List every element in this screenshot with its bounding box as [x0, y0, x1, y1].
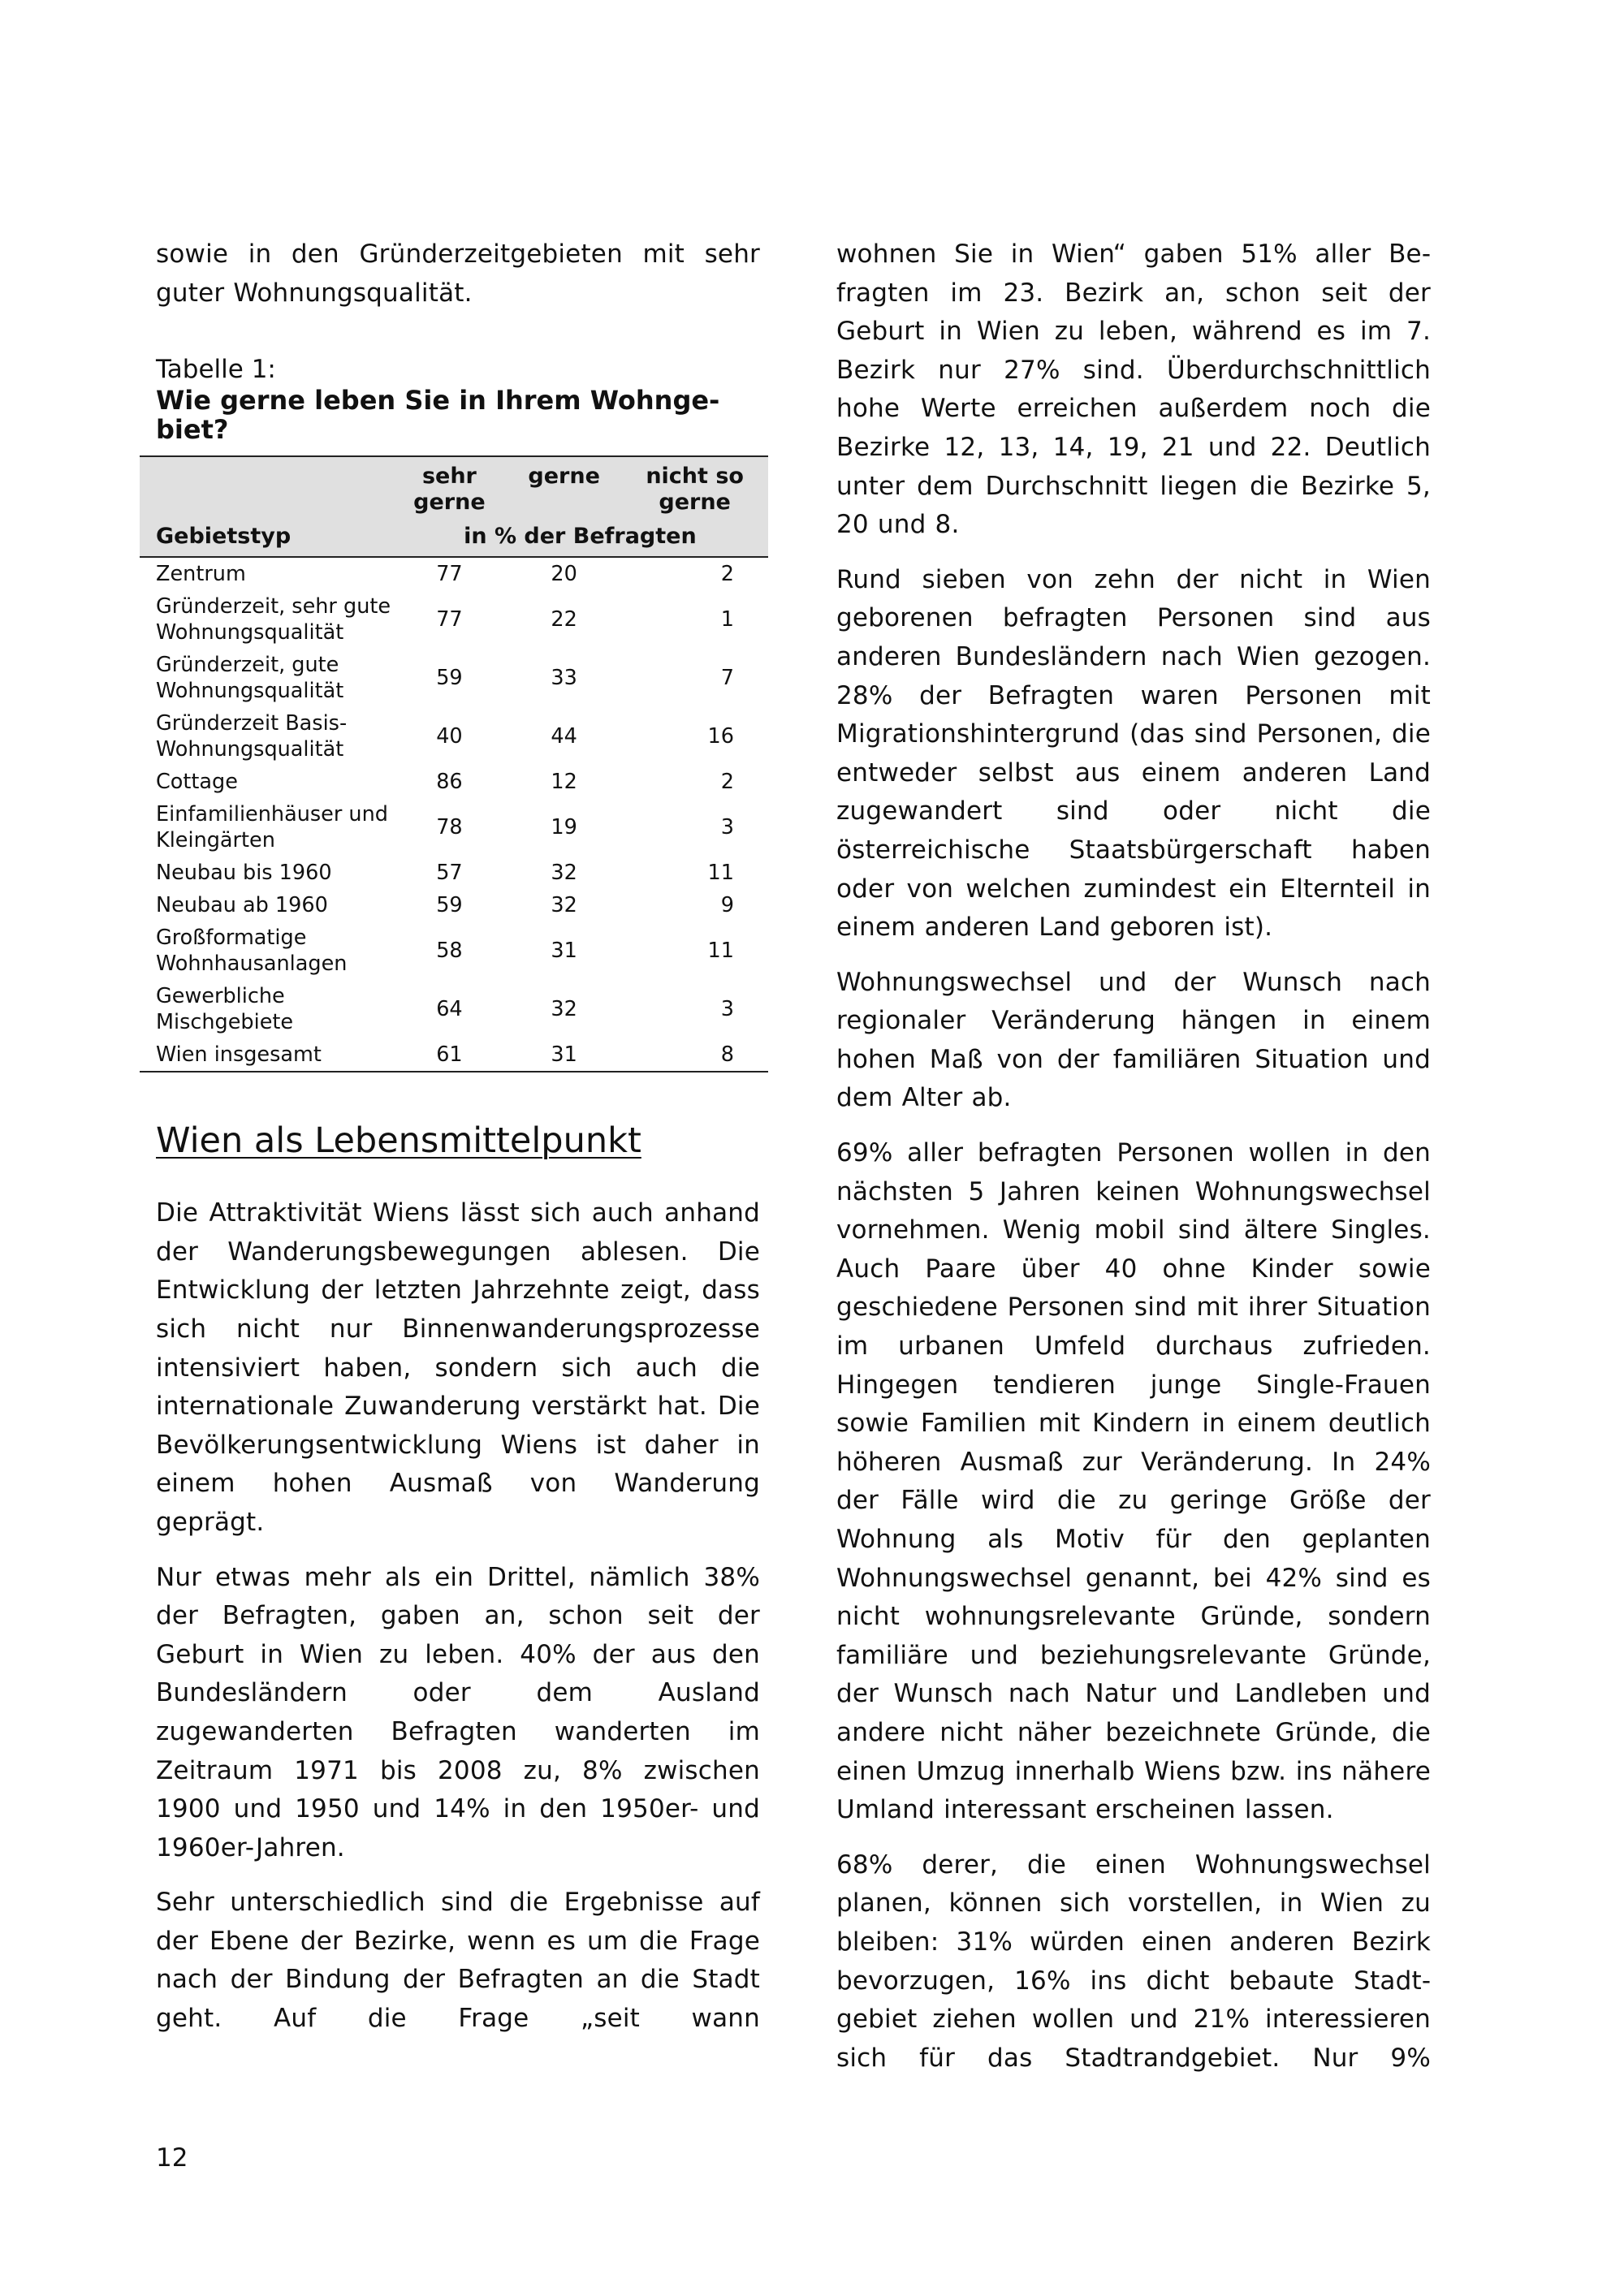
table-body [140, 557, 768, 1072]
table-row [140, 798, 768, 857]
cell-nicht-so-gerne: 2 [720, 770, 734, 795]
cell-nicht-so-gerne: 11 [707, 939, 734, 964]
header-empty-cell [140, 456, 392, 516]
table-caption-title: Wie gerne leben Sie in Ihrem Wohngebiet? [156, 385, 720, 446]
cell-sehr-gerne: 78 [436, 815, 463, 840]
header-gerne: gerne [507, 456, 621, 516]
table-row [140, 766, 768, 798]
table-header-row [140, 456, 768, 516]
cell-nicht-so-gerne: 11 [707, 861, 734, 886]
header-gebietstyp: Gebietstyp [140, 516, 392, 557]
cell-nicht-so-gerne: 16 [707, 724, 734, 749]
cell-gerne: 19 [551, 815, 577, 840]
cell-type: Einfamilienhäuser und Kleingärten [156, 802, 388, 853]
table-row [140, 590, 768, 649]
cell-sehr-gerne: 77 [436, 607, 463, 632]
cell-gerne: 31 [507, 1038, 621, 1072]
right-column [836, 235, 1431, 2094]
cell-gerne: 32 [551, 861, 577, 886]
intro-paragraph: sowie in den Gründerzeitgebieten mit sehr guter Wohnungsqualität. [156, 240, 760, 308]
body-paragraph: wohnen Sie in Wien“ gaben 51% aller Befragten im 23. Bezirk an, schon seit der Geburt in Wien zu leben, während es im 7. Bezirk nur 27% sind. Überdurchschnittlich hohe Werte erreichen außerdem noch die Bezirke 12, 13, 14, 19, 21 und 22. Deutlich unter dem Durchschnitt liegen die Bezirke 5, 20 und 8. [836, 240, 1431, 540]
cell-gerne: 32 [551, 997, 577, 1022]
body-paragraph: Wohnungswechsel und der Wunsch nach regionaler Veränderung hängen in einem hohen Maß von der familiären Situation und dem Alter ab. [836, 967, 1431, 1113]
cell-type: Wien insgesamt [140, 1038, 392, 1072]
cell-sehr-gerne: 59 [436, 666, 463, 691]
cell-gerne: 20 [551, 562, 577, 587]
table-subheader-row [140, 516, 768, 557]
table-row [140, 980, 768, 1038]
cell-type: Zentrum [156, 562, 246, 587]
cell-type: Gründerzeit Basis-Wohnungsqualität [156, 711, 348, 762]
body-paragraph: Rund sieben von zehn der nicht in Wien geborenen befragten Personen sind aus anderen Bundesländern nach Wien gezogen. 28% der Befragten waren Personen mit Migrationshintergrund (das sind Personen, die entweder selbst aus einem anderen Land zugewandert sind oder nicht die österreichische Staatsbürgerschaft haben oder von welchen zumindest ein Elternteil in einem anderen Land geboren ist). [836, 564, 1431, 943]
table-row [140, 707, 768, 766]
cell-gerne: 31 [551, 939, 577, 964]
cell-gerne: 33 [551, 666, 577, 691]
cell-nicht-so-gerne: 1 [720, 607, 734, 632]
table-row [140, 557, 768, 590]
table-caption-label: Tabelle 1: [156, 355, 276, 385]
cell-nicht-so-gerne: 2 [720, 562, 734, 587]
cell-sehr-gerne: 77 [436, 562, 463, 587]
cell-type: Cottage [156, 770, 238, 795]
cell-type: Gewerbliche Mischgebiete [156, 984, 294, 1035]
cell-nicht-so-gerne: 8 [621, 1038, 768, 1072]
table-row [140, 889, 768, 921]
body-paragraph: 69% aller befragten Personen wollen in den nächsten 5 Jahren keinen Wohnungswechsel vornehmen. Wenig mobil sind ältere Singles. Auch Paare über 40 ohne Kinder sowie geschiedene Personen sind mit ihrer Situation im urbanen Umfeld durchaus zufrieden. Hingegen tendieren junge Single-Frauen sowie Familien mit Kindern in einem deutlich höheren Ausmaß zur Veränderung. In 24% der Fälle wird die zu geringe Größe der Wohnung als Motiv für den geplanten Wohnungswechsel genannt, bei 42% sind es nicht wohnungsrelevante Gründe, sondern familiäre und beziehungsrelevante Gründe, der Wunsch nach Natur und Landleben und andere nicht näher bezeichnete Gründe, die einen Umzug innerhalb Wiens bzw. ins nähere Umland interessant erscheinen lassen. [836, 1138, 1431, 1825]
cell-nicht-so-gerne: 7 [720, 666, 734, 691]
table-row [140, 921, 768, 980]
cell-nicht-so-gerne: 3 [720, 997, 734, 1022]
cell-gerne: 22 [551, 607, 577, 632]
cell-type: Gründerzeit, sehr gute Wohnungsqualität [156, 594, 391, 645]
cell-sehr-gerne: 86 [436, 770, 463, 795]
body-paragraph: 68% derer, die einen Wohnungswechsel planen, können sich vorstellen, in Wien zu bleiben: 31% würden einen anderen Bezirk bevorzugen, 16% ins dicht bebaute Stadtgebiet ziehen wollen und 21% interessieren sich für das Stadtrandgebiet. Nur 9% [836, 1849, 1431, 2073]
left-column [156, 235, 760, 2055]
header-nicht-so-gerne: nicht so gerne [621, 456, 768, 516]
cell-type: Neubau bis 1960 [156, 861, 332, 886]
cell-sehr-gerne: 59 [436, 893, 463, 918]
page-number: 12 [156, 2143, 188, 2173]
cell-sehr-gerne: 58 [436, 939, 463, 964]
cell-sehr-gerne: 64 [436, 997, 463, 1022]
header-unit-label: in % der Befragten [392, 516, 768, 557]
cell-gerne: 12 [551, 770, 577, 795]
body-paragraph: Die Attraktivität Wiens lässt sich auch anhand der Wanderungsbewegungen ablesen. Die Entwicklung der letzten Jahrzehnte zeigt, dass sich nicht nur Binnenwanderungsprozesse intensiviert haben, sondern sich auch die internationale Zuwanderung verstärkt hat. Die Bevölkerungsentwicklung Wiens ist daher in einem hohen Ausmaß von Wanderung geprägt. [156, 1198, 760, 1537]
cell-type: Neubau ab 1960 [156, 893, 328, 918]
cell-gerne: 44 [551, 724, 577, 749]
cell-gerne: 32 [551, 893, 577, 918]
table-row [140, 649, 768, 707]
body-paragraph: Nur etwas mehr als ein Drittel, nämlich 38% der Befragten, gaben an, schon seit der Geburt in Wien zu leben. 40% der aus den Bundesländern oder dem Ausland zugewanderten Befragten wanderten im Zeitraum 1971 bis 2008 zu, 8% zwischen 1900 und 1950 und 14% in den 1950er- und 1960er-Jahren. [156, 1562, 760, 1862]
cell-nicht-so-gerne: 9 [720, 893, 734, 918]
table-row [140, 857, 768, 889]
cell-sehr-gerne: 61 [392, 1038, 507, 1072]
cell-nicht-so-gerne: 3 [720, 815, 734, 840]
section-heading: Wien als Lebensmittelpunkt [156, 1120, 641, 1162]
cell-sehr-gerne: 40 [436, 724, 463, 749]
table-row-total [140, 1038, 768, 1072]
header-sehr-gerne: sehr gerne [392, 456, 507, 516]
cell-type: Großformatige Wohnhausanlagen [156, 926, 348, 977]
satisfaction-table [140, 455, 768, 1072]
cell-type: Gründerzeit, gute Wohnungsqualität [156, 653, 344, 704]
body-paragraph: Sehr unterschiedlich sind die Ergebnisse auf der Ebene der Bezirke, wenn es um die Frage nach der Bindung der Befragten an die Stadt geht. Auf die Frage „seit wann [156, 1888, 760, 2034]
cell-sehr-gerne: 57 [436, 861, 463, 886]
